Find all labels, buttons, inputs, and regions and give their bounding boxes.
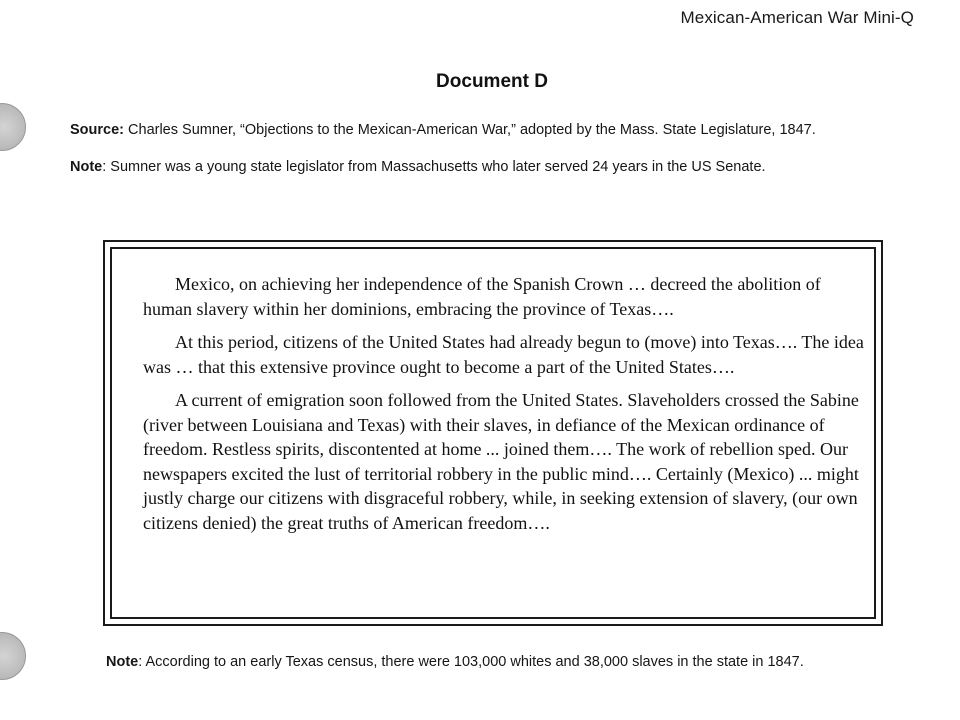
quote-paragraph: A current of emigration soon followed from the United States. Slaveholders crossed the Sabine (river between Louisiana and Texas) with their slaves, in defiance of the Mexican ordinance of freedom. Restless spirits, discontented at home ... joined them…. The work of rebellion sped. Our newspapers excited the lust of territorial robbery in the public mind…. Certainly (Mexico) ... might justly charge our citizens with disgraceful robbery, while, in seeking extension of slavery, (our own citizens denied) the great truths of American freedom….: [143, 390, 859, 533]
quote-paragraph: At this period, citizens of the United States had already begun to (move) into Texas…. The idea was … that this extensive province ought to become a part of the United States….: [143, 332, 864, 377]
quote-box: [103, 240, 883, 626]
quote-paragraph: Mexico, on achieving her independence of the Spanish Crown … decreed the abolition of human slavery within her dominions, embracing the province of Texas….: [143, 274, 821, 319]
bottom-note-label: Note: [106, 654, 139, 670]
source-line: [70, 122, 816, 138]
punch-hole-top: [0, 103, 26, 151]
document-title: Document D: [436, 71, 548, 92]
source-text: Charles Sumner, “Objections to the Mexican-American War,” adopted by the Mass. State Legislature, 1847.: [124, 122, 816, 138]
bottom-note-text: : According to an early Texas census, there were 103,000 whites and 38,000 slaves in the state in 1847.: [138, 654, 804, 670]
bottom-note-line: [106, 654, 804, 670]
source-label: Source:: [70, 122, 124, 138]
note-line: [70, 159, 766, 175]
note-text: : Sumner was a young state legislator from Massachusetts who later served 24 years in the US Senate.: [102, 159, 766, 175]
worksheet-header-title: Mexican-American War Mini-Q: [680, 8, 914, 27]
punch-hole-bottom: [0, 632, 26, 680]
quote-box-inner: [110, 247, 876, 619]
note-label: Note: [70, 159, 103, 175]
